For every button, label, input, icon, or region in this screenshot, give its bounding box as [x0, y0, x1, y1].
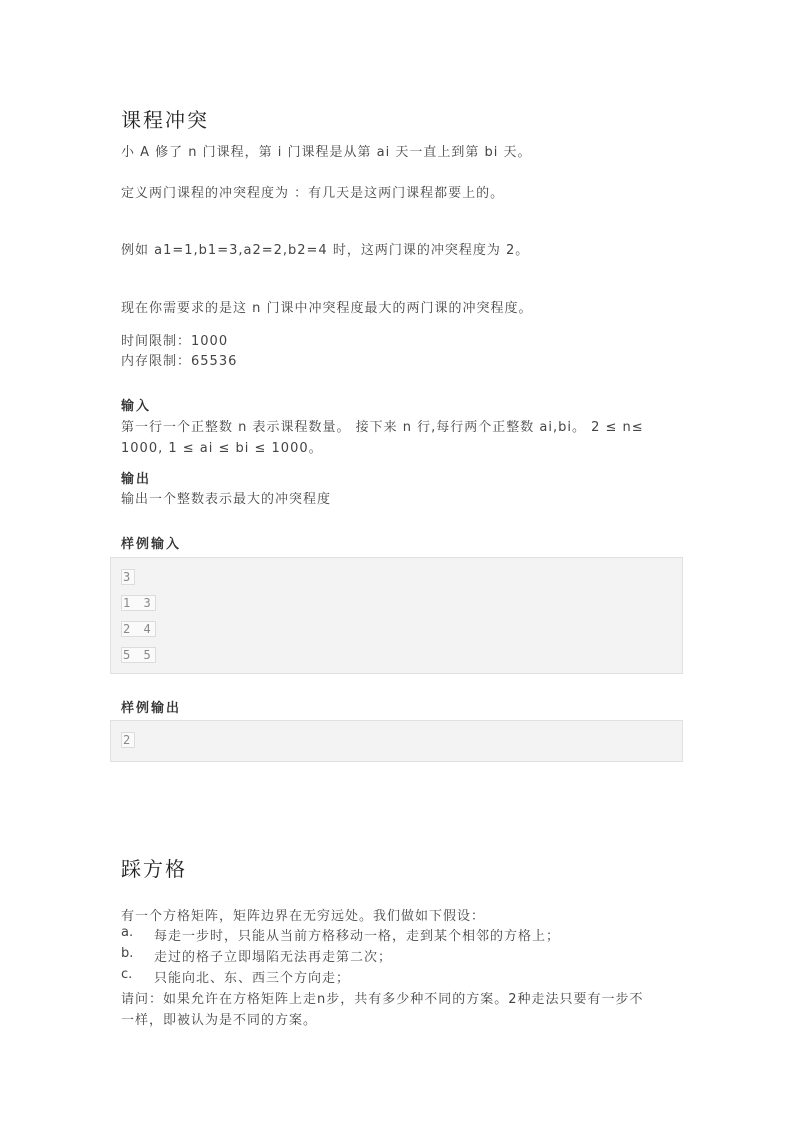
problem-description-line: 小 A 修了 n 门课程，第 i 门课程是从第 ai 天一直上到第 bi 天。: [121, 145, 532, 160]
output-section-label: 输出: [121, 472, 152, 487]
list-item: 走过的格子立即塌陷无法再走第二次；: [154, 950, 393, 965]
code-line: 5 5: [123, 648, 154, 662]
problem-description-line: 现在你需要求的是这 n 门课中冲突程度最大的两门课的冲突程度。: [121, 301, 533, 316]
list-marker: c.: [121, 967, 133, 982]
list-marker: a.: [121, 925, 134, 940]
list-item: 只能向北、东、西三个方向走；: [154, 971, 351, 986]
list-item: 每走一步时，只能从当前方格移动一格，走到某个相邻的方格上；: [154, 929, 561, 944]
problem-question-line: 一样，即被认为是不同的方案。: [121, 1013, 318, 1028]
input-description-line: 第一行一个正整数 n 表示课程数量。 接下来 n 行,每行两个正整数 ai,bi。 2 ≤ n≤: [121, 420, 644, 435]
problem-example-line: 例如 a1=1,b1=3,a2=2,b2=4 时，这两门课的冲突程度为 2。: [121, 243, 530, 258]
list-marker: b.: [121, 946, 134, 961]
code-line: 2 4: [123, 622, 154, 636]
sample-input-box: [110, 557, 683, 674]
output-description: 输出一个整数表示最大的冲突程度: [121, 492, 332, 507]
problem-question-line: 请问：如果允许在方格矩阵上走n步，共有多少种不同的方案。2种走法只要有一步不: [121, 992, 644, 1007]
problem-title: 踩方格: [121, 857, 187, 881]
code-line: 3: [123, 570, 134, 584]
problem-description-line: 定义两门课程的冲突程度为 ：有几天是这两门课程都要上的。: [121, 186, 505, 201]
time-limit: 时间限制：1000: [121, 334, 229, 349]
sample-output-box: [110, 720, 683, 762]
sample-input-label: 样例输入: [121, 537, 182, 552]
problem-title: 课程冲突: [121, 108, 209, 132]
problem-intro: 有一个方格矩阵，矩阵边界在无穷远处。我们做如下假设：: [121, 909, 486, 924]
memory-limit: 内存限制：65536: [121, 354, 238, 369]
input-section-label: 输入: [121, 399, 152, 414]
input-description-line: 1000, 1 ≤ ai ≤ bi ≤ 1000。: [121, 441, 323, 456]
sample-output-label: 样例输出: [121, 701, 182, 716]
code-line: 1 3: [123, 596, 154, 610]
code-line: 2: [123, 733, 134, 747]
